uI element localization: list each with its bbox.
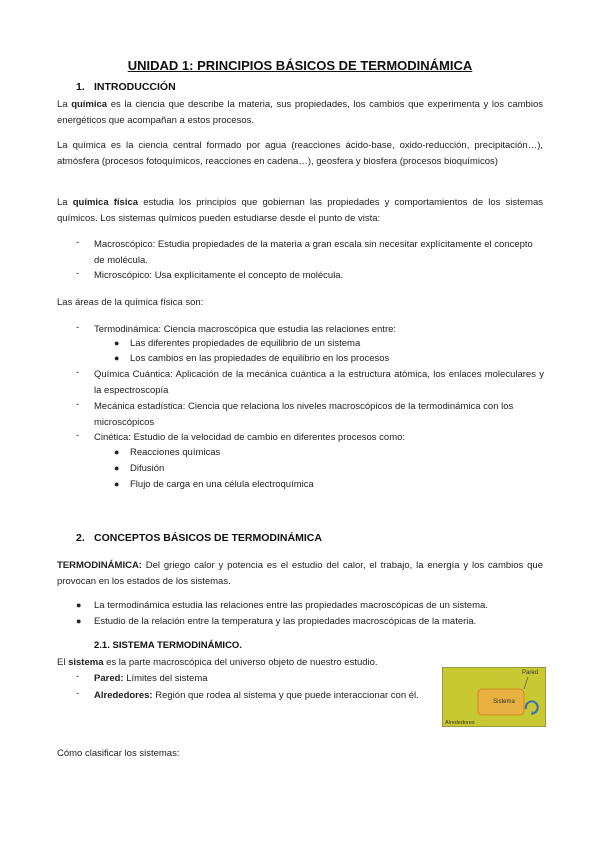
- dash-bullet: -: [76, 688, 80, 699]
- dash-bullet: -: [76, 367, 80, 378]
- paragraph-quimica-fisica: La química física estudia los principios que gobiernan las propiedades y comportamientos de los sistemas químicos. Los sistemas químicos pueden estudiarse desde el punto de vista:: [57, 197, 543, 224]
- round-bullet: ●: [76, 616, 82, 626]
- term-alrededores: Alrededores:: [94, 690, 153, 701]
- sub-item-propiedades-equilibrio: Las diferentes propiedades de equilibrio de un sistema: [130, 338, 361, 349]
- bullet-relaciones: La termodinámica estudia las relaciones entre las propiedades macroscópicas de un sistema.: [94, 600, 488, 611]
- sub-item-reacciones: Reacciones químicas: [130, 447, 221, 458]
- section-2-heading: CONCEPTOS BÁSICOS DE TERMODINÁMICA: [94, 532, 322, 544]
- round-bullet: ●: [76, 600, 82, 610]
- sub-item-difusion: Difusión: [130, 463, 165, 474]
- round-bullet: ●: [114, 353, 120, 363]
- list-item-quimica-cuantica: Química Cuántica: Aplicación de la mecánica cuántica a la estructura atómica, los enlaces moleculares y la espectroscopía: [94, 369, 544, 396]
- section-2-number: 2.: [76, 532, 85, 544]
- term-quimica: química: [71, 99, 108, 110]
- paragraph-quimica-central: La química es la ciencia central formado por agua (reacciones ácido-base, oxido-reducción, precipitación…), atmósfera (procesos fotoquímicos, reacciones en cadena…), geosfera y biosfera (procesos bioquímicos): [57, 140, 543, 167]
- section-1-number: 1.: [76, 81, 85, 93]
- system-diagram: [442, 667, 546, 727]
- paragraph-quimica: La química es la ciencia que describe la materia, sus propiedades, los cambios que experimenta y los cambios energéticos que acompañan a estos procesos.: [57, 99, 543, 126]
- bullet-temperatura: Estudio de la relación entre la temperatura y las propiedades macroscópicas de la materia.: [94, 616, 477, 627]
- dash-bullet: -: [76, 399, 80, 410]
- list-item-alrededores: Alrededores: Región que rodea al sistema y que puede interaccionar con él.: [94, 690, 419, 701]
- areas-intro: Las áreas de la química física son:: [57, 297, 204, 308]
- list-item-mecanica-estadistica: Mecánica estadística: Ciencia que relaciona los niveles macroscópicos de la termodinámica con los microscópicos: [94, 401, 514, 428]
- round-bullet: ●: [114, 463, 120, 473]
- dash-bullet: -: [76, 237, 80, 248]
- term-sistema: sistema: [68, 657, 104, 668]
- diagram-label-alrededores: Alrededores: [445, 720, 475, 726]
- page-title: UNIDAD 1: PRINCIPIOS BÁSICOS DE TERMODINÁMICA: [127, 58, 473, 73]
- round-bullet: ●: [114, 447, 120, 457]
- term-termodinamica: TERMODINÁMICA:: [57, 560, 142, 571]
- diagram-label-pared: Pared: [522, 670, 539, 676]
- dash-bullet: -: [76, 322, 80, 333]
- dash-bullet: -: [76, 268, 80, 279]
- subsection-heading: 2.1. SISTEMA TERMODINÁMICO.: [94, 640, 242, 651]
- paragraph-clasificar: Cómo clasificar los sistemas:: [57, 748, 180, 759]
- sub-item-cambios-equilibrio: Los cambios en las propiedades de equilibrio en los procesos: [130, 353, 390, 364]
- list-item-pared: Pared: Límites del sistema: [94, 673, 208, 684]
- paragraph-termodinamica: TERMODINÁMICA: Del griego calor y potencia es el estudio del calor, el trabajo, la energía y los cambios que provocan en los estados de los sistemas.: [57, 560, 543, 587]
- list-item-macroscopico: Macroscópico: Estudia propiedades de la materia a gran escala sin necesitar explícitamente el concepto de molécula.: [94, 239, 533, 266]
- diagram-label-sistema: Sistema: [493, 699, 515, 705]
- dash-bullet: -: [76, 671, 80, 682]
- dash-bullet: -: [76, 430, 80, 441]
- section-1-heading: INTRODUCCIÓN: [94, 81, 176, 93]
- round-bullet: ●: [114, 338, 120, 348]
- paragraph-sistema: El sistema es la parte macroscópica del universo objeto de nuestro estudio.: [57, 657, 378, 668]
- round-bullet: ●: [114, 479, 120, 489]
- list-item-termodinamica: Termodinámica: Ciencia macroscópica que estudia las relaciones entre:: [94, 324, 397, 335]
- sub-item-flujo-carga: Flujo de carga en una célula electroquímica: [130, 479, 314, 490]
- term-quimica-fisica: química física: [72, 197, 139, 208]
- list-item-microscopico: Microscópico: Usa explícitamente el concepto de molécula.: [94, 270, 344, 281]
- term-pared: Pared:: [94, 673, 124, 684]
- list-item-cinetica: Cinética: Estudio de la velocidad de cambio en diferentes procesos como:: [94, 432, 406, 443]
